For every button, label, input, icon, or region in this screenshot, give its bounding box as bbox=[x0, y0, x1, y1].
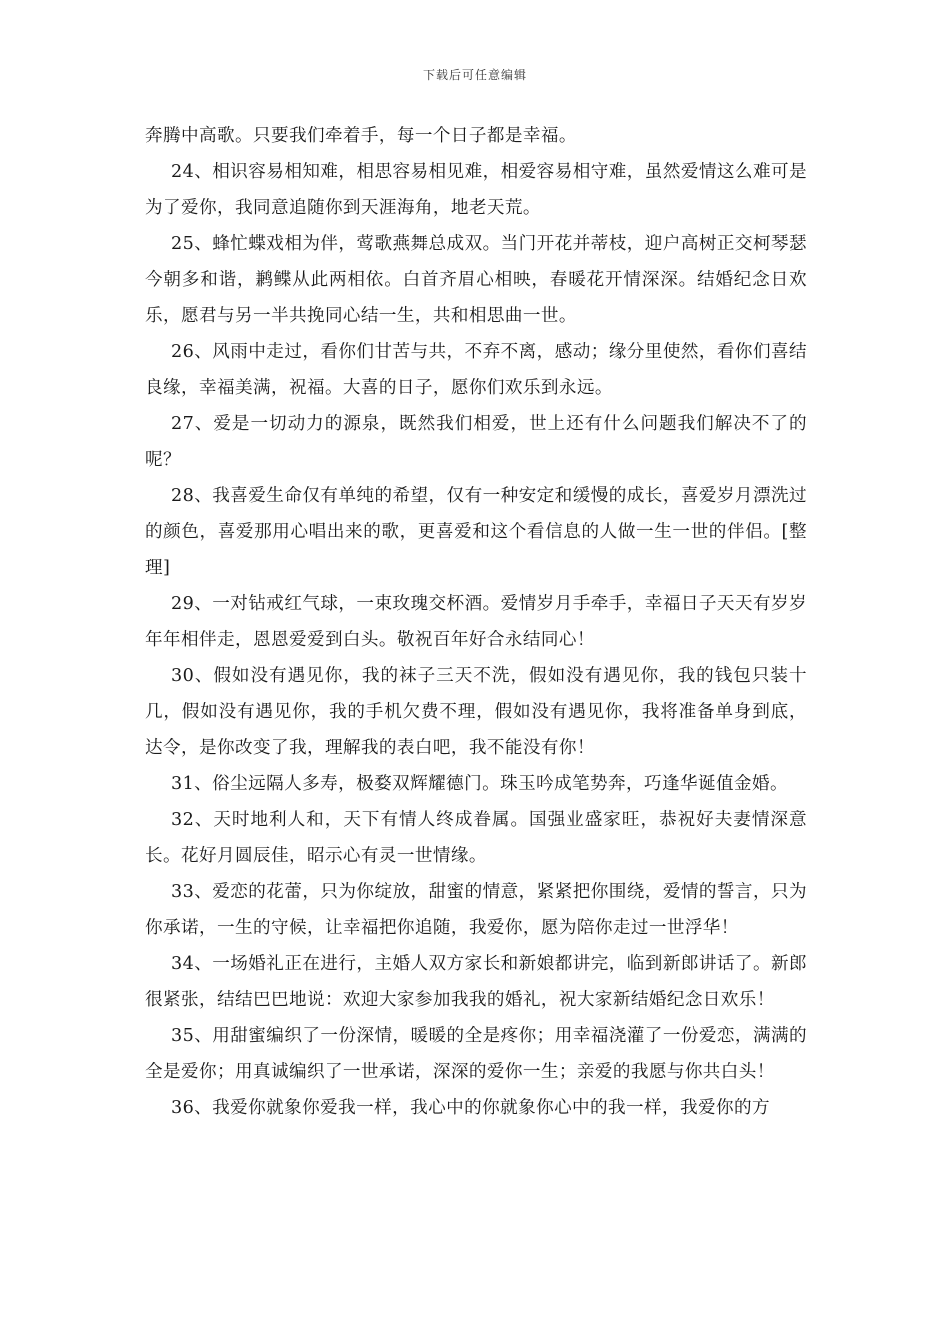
paragraph: 29、一对钻戒红气球，一束玫瑰交杯酒。爱情岁月手牵手，幸福日子天天有岁岁年年相伴走，恩恩爱爱到白头。敬祝百年好合永结同心！ bbox=[145, 594, 807, 650]
paragraph: 27、爱是一切动力的源泉，既然我们相爱，世上还有什么问题我们解决不了的呢？ bbox=[145, 414, 807, 470]
paragraph: 28、我喜爱生命仅有单纯的希望，仅有一种安定和缓慢的成长，喜爱岁月漂洗过的颜色，喜爱那用心唱出来的歌，更喜爱和这个看信息的人做一生一世的伴侣。[整理] bbox=[145, 486, 807, 578]
paragraph: 奔腾中高歌。只要我们牵着手，每一个日子都是幸福。 bbox=[145, 126, 577, 146]
paragraph: 36、我爱你就象你爱我一样，我心中的你就象你心中的我一样，我爱你的方 bbox=[171, 1098, 770, 1118]
document-body bbox=[145, 118, 807, 1126]
paragraph: 26、风雨中走过，看你们甘苦与共，不弃不离，感动；缘分里使然，看你们喜结良缘，幸福美满，祝福。大喜的日子，愿你们欢乐到永远。 bbox=[145, 342, 807, 398]
paragraph: 30、假如没有遇见你，我的袜子三天不洗，假如没有遇见你，我的钱包只装十几，假如没有遇见你，我的手机欠费不理，假如没有遇见你，我将准备单身到底，达令，是你改变了我，理解我的表白吧，我不能没有你！ bbox=[145, 666, 807, 758]
page-header: 下载后可任意编辑 bbox=[422, 68, 527, 82]
paragraph: 34、一场婚礼正在进行，主婚人双方家长和新娘都讲完，临到新郎讲话了。新郎很紧张，结结巴巴地说：欢迎大家参加我我的婚礼，祝大家新结婚纪念日欢乐！ bbox=[145, 954, 807, 1010]
paragraph: 31、俗尘远隔人多寿，极婺双辉耀德门。珠玉吟成笔势奔，巧逢华诞值金婚。 bbox=[171, 774, 788, 794]
paragraph: 32、天时地利人和，天下有情人终成眷属。国强业盛家旺，恭祝好夫妻情深意长。花好月圆辰佳，昭示心有灵一世情缘。 bbox=[145, 810, 807, 866]
paragraph: 35、用甜蜜编织了一份深情，暖暖的全是疼你；用幸福浇灌了一份爱恋，满满的全是爱你；用真诚编织了一世承诺，深深的爱你一生；亲爱的我愿与你共白头！ bbox=[145, 1026, 807, 1082]
paragraph: 24、相识容易相知难，相思容易相见难，相爱容易相守难，虽然爱情这么难可是为了爱你，我同意追随你到天涯海角，地老天荒。 bbox=[145, 162, 807, 218]
paragraph: 33、爱恋的花蕾，只为你绽放，甜蜜的情意，紧紧把你围绕，爱情的誓言，只为你承诺，一生的守候，让幸福把你追随，我爱你，愿为陪你走过一世浮华！ bbox=[145, 882, 807, 938]
paragraph: 25、蜂忙蝶戏相为伴，莺歌燕舞总成双。当门开花并蒂枝，迎户高树正交柯琴瑟今朝多和谐，鹣鲽从此两相依。白首齐眉心相映，春暖花开情深深。结婚纪念日欢乐，愿君与另一半共挽同心结一生，共和相思曲一世。 bbox=[145, 234, 807, 326]
